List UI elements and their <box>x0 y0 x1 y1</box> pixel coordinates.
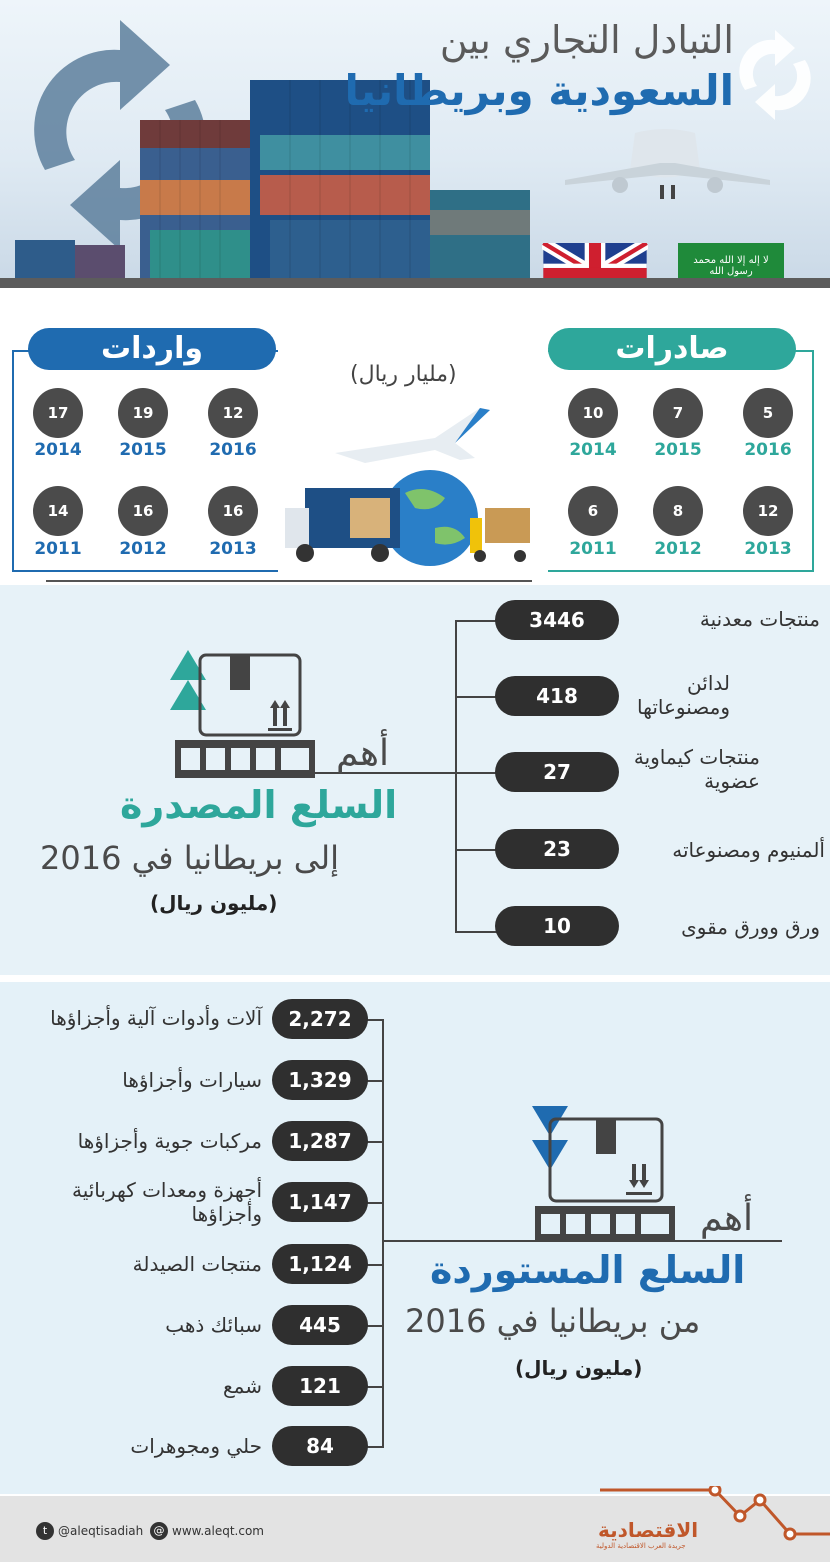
imports-year-2016: 2016 <box>209 440 257 460</box>
imports-year-2015: 2015 <box>119 440 167 460</box>
imported-goods-section <box>0 982 830 1494</box>
export-label-2: لدائن ومصنوعاتها <box>637 671 730 719</box>
export-tree-trunk <box>455 620 457 932</box>
export-title-unit: (مليون ريال) <box>150 891 278 915</box>
exports-year-2011: 2011 <box>569 539 617 559</box>
imports-year-2014: 2014 <box>34 440 82 460</box>
imports-value-2015: 19 <box>118 388 168 438</box>
exported-goods-section <box>0 585 830 975</box>
import-title-unit: (مليون ريال) <box>515 1356 643 1380</box>
imports-year-2013: 2013 <box>209 539 257 559</box>
import-value-4: 1,147 <box>272 1182 368 1222</box>
imports-value-2012: 16 <box>118 486 168 536</box>
footer <box>0 1496 830 1562</box>
exports-year-2014: 2014 <box>569 440 617 460</box>
exports-year-2016: 2016 <box>744 440 792 460</box>
export-value-2: 418 <box>495 676 619 716</box>
import-value-2: 1,329 <box>272 1060 368 1100</box>
export-label-4: ألمنيوم ومصنوعاته <box>672 838 825 862</box>
export-title-line-1: أهم <box>336 733 389 774</box>
import-label-1: آلات وأدوات آلية وأجزاؤها <box>50 1006 262 1030</box>
title-line-1: التبادل التجاري بين <box>439 18 734 62</box>
import-title-line-1: أهم <box>700 1198 753 1239</box>
header-banner <box>0 0 830 288</box>
import-title-line-3: من بريطانيا في 2016 <box>405 1302 701 1340</box>
export-label-3: منتجات كيماوية عضوية <box>633 745 760 793</box>
exports-value-2016: 5 <box>743 388 793 438</box>
website-link[interactable]: www.aleqt.com <box>172 1524 264 1538</box>
exports-value-2013: 12 <box>743 486 793 536</box>
logistics-illustration <box>285 398 545 578</box>
export-title-line-3: إلى بريطانيا في 2016 <box>40 839 340 877</box>
import-title-line-2: السلع المستوردة <box>430 1248 746 1292</box>
twitter-icon: t <box>36 1522 54 1540</box>
brand-logo: الاقتصادية <box>598 1518 699 1542</box>
imports-value-2013: 16 <box>208 486 258 536</box>
import-label-8: حلي ومجوهرات <box>130 1434 262 1458</box>
web-icon: @ <box>150 1522 168 1540</box>
imports-value-2016: 12 <box>208 388 258 438</box>
trade-bottom-line <box>46 580 532 582</box>
exports-year-2012: 2012 <box>654 539 702 559</box>
import-value-3: 1,287 <box>272 1121 368 1161</box>
export-box-icon <box>160 640 320 780</box>
import-box-icon <box>520 1104 680 1244</box>
exchange-small-icon <box>735 30 815 120</box>
exports-year-2015: 2015 <box>654 440 702 460</box>
trade-section <box>0 288 830 585</box>
exports-value-2015: 7 <box>653 388 703 438</box>
exports-value-2012: 8 <box>653 486 703 536</box>
header-divider <box>0 278 830 288</box>
imports-value-2011: 14 <box>33 486 83 536</box>
export-value-4: 23 <box>495 829 619 869</box>
export-title-line-2: السلع المصدرة <box>120 783 398 827</box>
import-label-7: شمع <box>223 1374 262 1398</box>
export-label-1: منتجات معدنية <box>699 607 820 631</box>
exports-value-2014: 10 <box>568 388 618 438</box>
export-value-5: 10 <box>495 906 619 946</box>
export-branch-1 <box>455 620 500 622</box>
import-value-7: 121 <box>272 1366 368 1406</box>
import-label-6: سبائك ذهب <box>165 1313 262 1337</box>
import-tree-trunk <box>382 1019 384 1447</box>
trade-unit-label: (مليار ريال) <box>350 362 457 387</box>
export-branch-4 <box>455 849 500 851</box>
import-label-3: مركبات جوية وأجزاؤها <box>77 1129 262 1153</box>
title-line-2: السعودية وبريطانيا <box>344 66 734 115</box>
imports-year-2011: 2011 <box>34 539 82 559</box>
export-value-1: 3446 <box>495 600 619 640</box>
exports-value-2011: 6 <box>568 486 618 536</box>
saudi-flag-text: لا إله إلا الله محمد رسول الله <box>693 255 769 277</box>
export-label-5: ورق وورق مقوى <box>681 915 820 939</box>
import-value-1: 2,272 <box>272 999 368 1039</box>
exports-year-2013: 2013 <box>744 539 792 559</box>
import-value-6: 445 <box>272 1305 368 1345</box>
import-value-5: 1,124 <box>272 1244 368 1284</box>
import-value-8: 84 <box>272 1426 368 1466</box>
exports-pill: صادرات <box>548 328 796 370</box>
imports-year-2012: 2012 <box>119 539 167 559</box>
brand-subtitle: جريدة العرب الاقتصادية الدولية <box>596 1542 686 1550</box>
imports-value-2014: 17 <box>33 388 83 438</box>
export-value-3: 27 <box>495 752 619 792</box>
airplane-icon <box>565 125 770 205</box>
import-label-4: أجهزة ومعدات كهربائية وأجزاؤها <box>71 1178 262 1226</box>
export-branch-5 <box>455 931 500 933</box>
export-branch-2 <box>455 696 500 698</box>
import-label-5: منتجات الصيدلة <box>132 1252 262 1276</box>
twitter-handle[interactable]: @aleqtisadiah <box>58 1524 144 1538</box>
import-label-2: سيارات وأجزاؤها <box>122 1068 262 1092</box>
imports-pill: واردات <box>28 328 276 370</box>
